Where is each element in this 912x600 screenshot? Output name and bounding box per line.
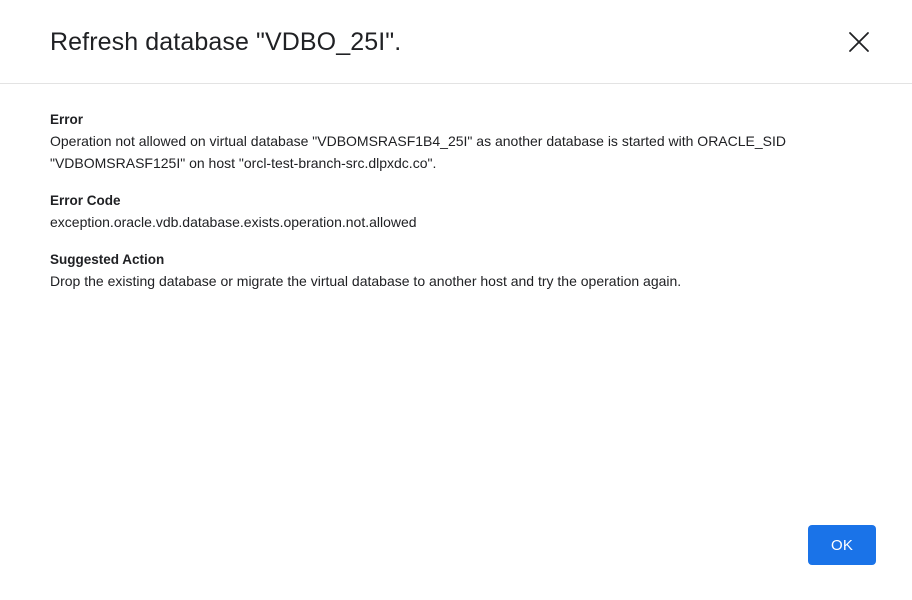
error-code-section	[50, 191, 862, 233]
close-icon	[847, 30, 871, 54]
dialog-footer	[0, 508, 912, 600]
suggested-action-section	[50, 250, 862, 292]
error-section-text: Operation not allowed on virtual database "VDBOMSRASF1B4_25I" as another database is started with ORACLE_SID "VDBOMSRASF125I" on host "orcl-test-branch-src.dlpxdc.co".	[50, 133, 786, 171]
error-code-section-text: exception.oracle.vdb.database.exists.operation.not.allowed	[50, 214, 417, 230]
error-code-section-label: Error Code	[50, 193, 121, 208]
suggested-action-section-text: Drop the existing database or migrate the virtual database to another host and try the operation again.	[50, 273, 682, 289]
close-button[interactable]	[842, 25, 876, 59]
ok-button[interactable]: OK	[808, 525, 876, 565]
suggested-action-section-label: Suggested Action	[50, 252, 165, 267]
dialog-header	[0, 0, 912, 84]
error-section	[50, 110, 862, 174]
dialog-title: Refresh database "VDBO_25I".	[50, 27, 402, 56]
dialog-body	[0, 84, 912, 508]
error-section-label: Error	[50, 112, 84, 127]
